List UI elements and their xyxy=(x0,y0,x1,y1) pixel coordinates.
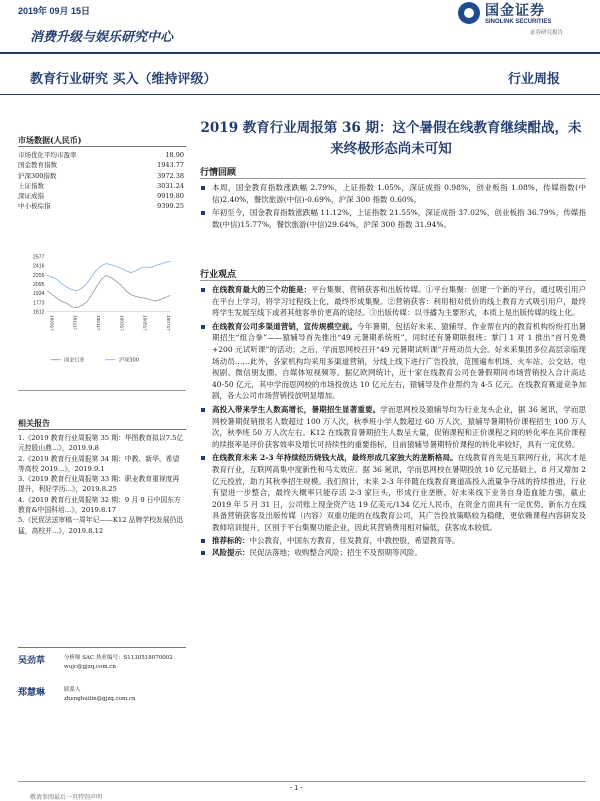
related-report-item: 2.《2019 教育行业周报第 34 期：中教、新华、希望等高校 2019...》，2019.9.1 xyxy=(18,454,180,473)
y-tick-label: 2577 xyxy=(33,254,45,261)
y-tick-label: 2095 xyxy=(33,281,45,288)
report-date: 2019年 09月 15日 xyxy=(18,6,91,16)
logo-icon xyxy=(458,2,480,24)
report-type: 行业周报 xyxy=(508,72,561,87)
x-tick-label: 190117 xyxy=(96,315,102,331)
divider xyxy=(18,390,186,391)
logo-tagline: 证券研究报告 xyxy=(530,30,564,36)
x-tick-label: 190317 xyxy=(119,315,125,331)
header-divider xyxy=(0,52,600,54)
review-body xyxy=(200,182,586,232)
analyst-info: 分析师 SAC 执业编号：S1130518070002 wujc@gjzq.com.cn xyxy=(64,655,173,670)
contact-name: 郑慧琳 xyxy=(18,688,46,698)
risk-warning: 风险提示：民促法落地；收购整合风险；招生不及预期等风险。 xyxy=(200,547,586,559)
divider xyxy=(18,429,186,430)
series-line xyxy=(47,275,170,307)
related-report-item: 5.《民促法送审稿一周年记——K12 品牌学校发展仍迅猛，高校并...》，2019.8.12 xyxy=(18,516,184,535)
related-report-item: 3.《2019 教育行业周报第 33 期：职业教育重视度再提升，利好学历...》，2019.8.25 xyxy=(18,475,180,494)
x-tick-label: 180917 xyxy=(49,315,55,331)
divider xyxy=(200,280,586,281)
x-tick-label: 190517 xyxy=(142,315,148,331)
views-body xyxy=(200,284,586,559)
research-center: 消费升级与娱乐研究中心 xyxy=(30,30,174,45)
divider xyxy=(18,146,186,147)
company-logo xyxy=(458,0,588,34)
page-number: - 1 - xyxy=(290,785,303,792)
footer-disclaimer: 敬请参阅最后一页特别声明 xyxy=(30,794,103,801)
related-reports-title: 相关报告 xyxy=(18,418,50,428)
market-row: 沪深300指数 3972.38 xyxy=(18,171,184,180)
industry-rating: 教育行业研究 买入（维持评级） xyxy=(30,72,217,87)
y-tick-label: 2255 xyxy=(33,272,45,279)
y-tick-label: 1934 xyxy=(33,291,45,298)
section-heading-views: 行业观点 xyxy=(200,270,237,280)
y-tick-label: 1773 xyxy=(33,300,45,307)
y-tick-label: 2416 xyxy=(33,263,45,270)
footer-divider xyxy=(18,781,586,782)
market-data-table xyxy=(18,150,184,212)
x-tick-label: 181117 xyxy=(72,315,78,331)
divider xyxy=(18,647,186,648)
divider xyxy=(200,178,586,179)
review-paragraph: 年初至今，国金教育指数涨跌幅 11.12%，上证指数 21.55%，深证成指 37.02%，创业板指 36.79%，传媒指数(中信)15.77%，餐饮旅游(中信)29.64%，沪深 300 指数 31.94%。 xyxy=(200,207,586,230)
x-tick-label: 190717 xyxy=(166,315,171,331)
view-paragraph: 在线教育最大的三个功能是：平台集聚、营销获客和出版传媒。①平台集聚：创建一个新的平台，通过吸引用户在平台上学习，将学习过程线上化，最终形成集聚。②营销获客：利用相对低价的线上教育方式吸引用户，最终将学生发展至线下或者其他客单价更高的途径。③出版传媒：以寻播为主要形式，本质上是出版传媒的线上化。 xyxy=(200,284,586,319)
market-row: 中小板综指 9399.25 xyxy=(18,202,184,211)
recommended-stocks: 推荐标的：中公教育，中国东方教育，佳发教育，中教控股，希望教育等。 xyxy=(200,535,586,547)
contact-info: 联系人 zhenghuilin@gjzq.com.cn xyxy=(64,687,136,702)
legend-label: 国金行业 xyxy=(64,357,85,364)
logo-name-cn: 国金证券 xyxy=(485,3,545,19)
market-row: 深证成指 9919.80 xyxy=(18,192,184,201)
section-heading-review: 行情回顾 xyxy=(200,168,237,178)
series-line xyxy=(47,261,170,291)
market-row: 上证指数 3031.24 xyxy=(18,181,184,190)
review-paragraph: 本周，国金教育指数涨跌幅 2.79%，上证指数 1.05%，深证成指 0.98%，创业板指 1.08%，传媒指数(中信)2.40%，餐饮旅游(中信)-0.69%，沪深 300 指数 0.60%。 xyxy=(200,182,586,205)
y-tick-label: 1612 xyxy=(33,309,45,316)
view-paragraph: 在线教育公司多渠道营销，宣传规模空前。今年暑期，包括好未来、猿辅导、作业帮在内的教育机构纷纷打出暑期招生“组合拳”——猿辅导首先推出“49 元暑期系统班”，同时还有暑期联报班；掌门 1 对 1 推出“首月免费+200 元试听课”的活动；之后，学而思网校召开“49 元暑期试听课”开班动员大会。好未来集团多位高层亲临现场动员……此外，各家机构均采用多渠道营销，分线上线下进行广告投放，范围遍布机场、火车站、公交站、电视剧、微信朋友圈、自媒体短视频等。据亿欧网统计，近十家在线教育公司在暑假期间市场营销投入合计高达 40-50 亿元，其中学而思网校的市场投放达 10 亿元左右，猿辅导及作业帮约为 4-5 亿元。在线教育赛道竞争加剧，各大公司市场营销投放明显增加。 xyxy=(200,321,586,402)
logo-name-en: SINOLINK SECURITIES xyxy=(485,19,552,25)
index-line-chart xyxy=(14,250,188,370)
report-title: 2019 教育行业周报第 36 期：这个暑假在线教育继续酣战，未来终极形态尚未可知 xyxy=(200,120,582,157)
related-report-item: 4.《2019 教育行业周报第 32 期：9 月 9 日中国东方教育&中国科培...》，2019.8.17 xyxy=(18,495,181,515)
market-data-title: 市场数据(人民币) xyxy=(18,135,82,145)
analyst-name: 吴劲草 xyxy=(18,656,46,666)
view-paragraph: 高投入带来学生人数高增长，暑期招生显著重要。学而思网校及猿辅导均为行业龙头企业，据 36 氪讯，学而思网校暑期促销报名人数超过 100 万人次，秋季班小学人数超过 60 万人次，猿辅导暑期特价课程招生 100 万人次，秋季班 50 万人次左右。K12 在线教育暑期招生人数呈大量，促销课程和正价课程之间的转化率在其价课程的续报率是评价获客效率及增长可持续性的重要指标，目前猿辅导暑期特价课程的转化率较好，具有一定优势。 xyxy=(200,404,586,450)
related-reports-list xyxy=(18,433,186,536)
header-divider-2 xyxy=(0,94,600,95)
related-report-item: 1.《2019 教育行业周报第 35 期：华图教育拟以7.5亿元控股山鼎...》，2019.9.8 xyxy=(18,434,184,453)
view-paragraph: 在线教育未来 2-3 年持续经历烧钱大战，最终形成几家独大的垄断格局。在线教育首先是互联网行业，其次才是教育行业，互联网高集中度新性和马太效应。据 36 氪讯，学而思网校在暑期投放 10 亿元基础上，8 月又增加 2 亿元投放，助力其秋季招生规模。我们预计，未来 2-3 年伴随在线教育赛道高投入流量争夺战的持续推进，行业有望进一步整合，最终大概率只能存活 2-3 家巨头，形成行业垄断。好未来线下业务自身造血能力强，截止 2019 年 5 月 31 日，公司账上现金资产达 19 亿美元/134 亿元人民币，在资金方面具有一定优势。新东方在线具备营销获客及出版传媒（内容）双重功能的在线教育公司，其广告投放策略较为稳健，更依赖课程内容研发及教师培训提升，区别于平台集聚功能企业，因此其营销费用相对偏低，获客成本较低。 xyxy=(200,452,586,533)
market-row: 市场优化平均市盈率 18.90 xyxy=(18,151,184,159)
market-row: 国金教育指数 1943.77 xyxy=(18,161,184,170)
legend-label: 沪深300 xyxy=(118,357,140,364)
